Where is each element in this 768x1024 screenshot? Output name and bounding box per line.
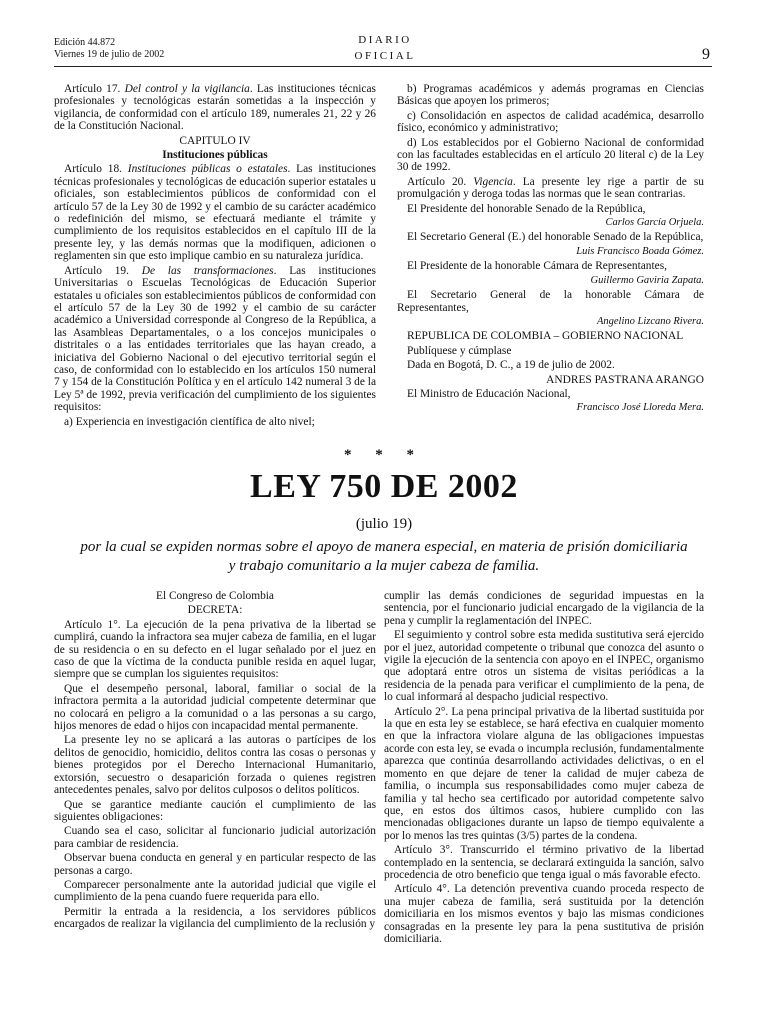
publish-line: Publíquese y cúmplase: [407, 344, 512, 357]
article-19-heading: De las transformaciones: [141, 264, 274, 277]
column-3: [54, 590, 376, 933]
edition-date: Viernes 19 de julio de 2002: [54, 49, 165, 60]
article-18-text: . Las instituciones técnicas profesionales y tecnológicas de educación superior estatales u oficiales, son establecimientos públicos de conformidad con el artículo 57 de la Ley 30 de 1992 y el cambio de su carácter académico o redefinición del mismo, se efectuará mediante el trámite y cumplimiento de los requisitos establecidos en el capítulo III de la presente ley, y las demás normas que la modifiquen, adicionen o reglamenten sin que esto implique cambio en su naturaleza jurídica.: [54, 163, 376, 263]
article-4: Artículo 4°. La detención preventiva cuando proceda respecto de una mujer cabeza de familia, será sustituida por la detención domiciliaria en los mismos eventos y bajo las mismas condiciones consagradas en la presente ley para la pena sustitutiva de prisión domiciliaria.: [384, 883, 704, 945]
article-20-heading: Vigencia: [473, 175, 513, 188]
signatory-name-3: Guillermo Gaviria Zapata.: [590, 274, 704, 286]
article-1: Artículo 1°. La ejecución de la pena privativa de la libertad se cumplirá, cuando la infractora sea mujer cabeza de familia, en el lugar de su residencia o en su defecto en el lugar señalado por el juez en caso de que la víctima de la conducta punible resida en aquel lugar, siempre que se cumplan los siguientes requisitos:: [54, 618, 376, 681]
paragraph: El seguimiento y control sobre esta medida sustitutiva será ejercido por el juez, autoridad competente o tribunal que conozca del asunto o vigile la ejecución de la sentencia con apoyo en el INPEC, organismo que adoptará entre otros un sistema de visitas periódicas a la residencia de la penada para verificar el cumplimiento de la pena, de lo cual informará al despacho judicial respectivo.: [384, 629, 704, 704]
article-17: [54, 83, 376, 133]
signatory-name-1: Carlos García Orjuela.: [605, 217, 704, 229]
item-a: a) Experiencia en investigación científica de alto nivel;: [64, 415, 315, 428]
paragraph: Que el desempeño personal, laboral, familiar o social de la infractora permita a la autoridad judicial competente determinar que no colocará en peligro a la comunidad o a las personas a su cargo, hijos menores de edad o hijos con incapacidad mental permanente.: [54, 682, 376, 733]
signatory-role-1: El Presidente del honorable Senado de la República,: [407, 202, 646, 215]
article-20-text: . La presente ley rige a partir de su promulgación y deroga todas las normas que le sean contrarias.: [397, 175, 704, 201]
paragraph: Observar buena conducta en general y en particular respecto de las personas a cargo.: [54, 852, 376, 877]
signatory-role-2: El Secretario General (E.) del honorable Senado de la República,: [407, 231, 704, 244]
law-title: LEY 750 DE 2002: [250, 468, 518, 505]
article-20-lead: Artículo 20.: [407, 175, 474, 188]
article-20: [397, 176, 704, 201]
column-2: [397, 83, 704, 417]
page-number: 9: [702, 46, 710, 63]
paragraph: cumplir las demás condiciones de seguridad impuestas en la sentencia, por el funcionario judicial encargado de la vigilancia de la pena y cumplir la reglamentación del INPEC.: [384, 590, 704, 627]
law-description-line-1: por la cual se expiden normas sobre el apoyo de manera especial, en materia de prisión domiciliaria: [80, 539, 688, 555]
law-description-line-2: y trabajo comunitario a la mujer cabeza de familia.: [228, 558, 540, 574]
law-date: (julio 19): [355, 516, 413, 532]
article-3: Artículo 3°. Transcurrido el término privativo de la libertad contemplado en la sentencia, se declarará extinguida la sanción, salvo procedencia de otro beneficio que tenga igual o más favorable efecto.: [384, 844, 704, 881]
header-edition-block: [54, 37, 164, 61]
header-divider: [54, 66, 712, 67]
decreta-line: DECRETA:: [187, 604, 243, 617]
paragraph: Comparecer personalmente ante la autoridad judicial que vigile el cumplimiento de la pena cuando fuere requerida para ello.: [54, 878, 376, 904]
signatory-name-4: Angelino Lizcano Rivera.: [596, 315, 704, 327]
article-18-heading: Instituciones públicas o estatales: [127, 163, 288, 176]
item-d: d) Los establecidos por el Gobierno Nacional de conformidad con las facultades establecidas en el artículo 20 literal c) de la Ley 30 de 1992.: [397, 136, 704, 174]
article-19-text: . Las instituciones Universitarias o Escuelas Tecnológicas de Educación Superior estatales u oficiales son establecimientos públicos de conformidad con el artículo 57 de la Ley 30 de 1992 y el cambio de su carácter académico a Universidad corresponde al Congreso de la República, a las Asambleas Departamentales, o a los concejos municipales o distritales o a las entidades territoriales que las hayan creado, a iniciativa del Gobierno Nacional o del ejecutivo territorial según el caso, de conformidad con lo establecido en los artículos 150 numeral 7 y 154 de la Constitución Política y en el artículo 142 numeral 3 de la Ley 5ª de 1992, previa verificación del cumplimiento de los siguientes requisitos:: [54, 264, 376, 414]
paragraph: Permitir la entrada a la residencia, a los servidores públicos encargados de realizar la vigilancia del cumplimiento de la reclusión y: [54, 905, 376, 931]
minister-name: Francisco José Lloreda Mera.: [576, 402, 704, 414]
chapter-label: CAPITULO IV: [179, 134, 251, 147]
column-4: [384, 590, 704, 947]
article-17-text: . Las instituciones técnicas profesionales y tecnológicas estarán sometidas a la inspección y vigilancia, de conformidad con el artículo 189, numerales 21, 22 y 26 de la Constitución Nacional.: [54, 83, 376, 133]
government-line: REPUBLICA DE COLOMBIA – GOBIERNO NACIONAL: [407, 330, 684, 343]
paragraph: La presente ley no se aplicará a las autoras o partícipes de los delitos de genocidio, homicidio, delitos contra las cosas o personas y bienes protegidos por el Derecho Internacional Humanitario, extorsión, secuestro o desaparición forzada o quienes registren antecedentes penales, salvo por delitos culposos o delitos políticos.: [54, 734, 376, 797]
paragraph: Que se garantice mediante caución el cumplimiento de las siguientes obligaciones:: [54, 798, 376, 823]
president-name: ANDRES PASTRANA ARANGO: [546, 373, 704, 386]
column-1: [54, 83, 376, 430]
section-separator: * * *: [344, 447, 424, 463]
article-18-lead: Artículo 18.: [64, 163, 128, 176]
chapter-title: Instituciones públicas: [162, 149, 268, 162]
article-17-lead: Artículo 17.: [64, 83, 125, 95]
edition-number: Edición 44.872: [54, 37, 116, 48]
article-19-lead: Artículo 19.: [64, 264, 142, 277]
item-c: c) Consolidación en aspectos de calidad académica, desarrollo físico, económico y administrativo;: [397, 109, 704, 135]
article-2: Artículo 2°. La pena principal privativa de la libertad sustituida por la que en esta ley se establece, se hará efectiva en cualquier momento en que la infractora violare alguna de las obligaciones impuestas acorde con esta ley, se evada o incumpla reclusión, fundamentalmente aparezca que continúa desarrollando actividades delictivas, o en el momento en que dejare de tener la calidad de mujer cabeza de familia, o incumpla sus responsabilidades como mujer cabeza de familia y tal hecho sea certificado por autoridad competente salvo que, en estos dos últimos casos, hubiere cumplido con las mencionadas obligaciones durante un lapso de tiempo equivalente a por lo menos las tres quintas (3/5) partes de la condena.: [384, 705, 704, 842]
signatory-role-4: El Secretario General de la honorable Cámara de Representantes,: [397, 289, 704, 314]
minister-role: El Ministro de Educación Nacional,: [407, 387, 571, 400]
law-description: [60, 538, 708, 576]
signatory-name-2: Luis Francisco Boada Gómez.: [576, 245, 704, 257]
title-line-2: OFICIAL: [354, 50, 416, 62]
congress-line: El Congreso de Colombia: [155, 590, 274, 602]
signatory-role-3: El Presidente de la honorable Cámara de Representantes,: [407, 260, 667, 273]
article-18: [54, 163, 376, 262]
newspaper-title: [330, 32, 440, 64]
article-17-heading: Del control y la vigilancia: [124, 83, 250, 95]
paragraph: Cuando sea el caso, solicitar al funcionario judicial autorización para cambiar de residencia.: [54, 825, 376, 850]
article-19: [54, 265, 376, 414]
given-line: Dada en Bogotá, D. C., a 19 de julio de 2002.: [407, 359, 615, 372]
title-line-1: DIARIO: [358, 34, 412, 46]
item-b: b) Programas académicos y además programas en Ciencias Básicas que apoyen los primeros;: [397, 83, 704, 108]
